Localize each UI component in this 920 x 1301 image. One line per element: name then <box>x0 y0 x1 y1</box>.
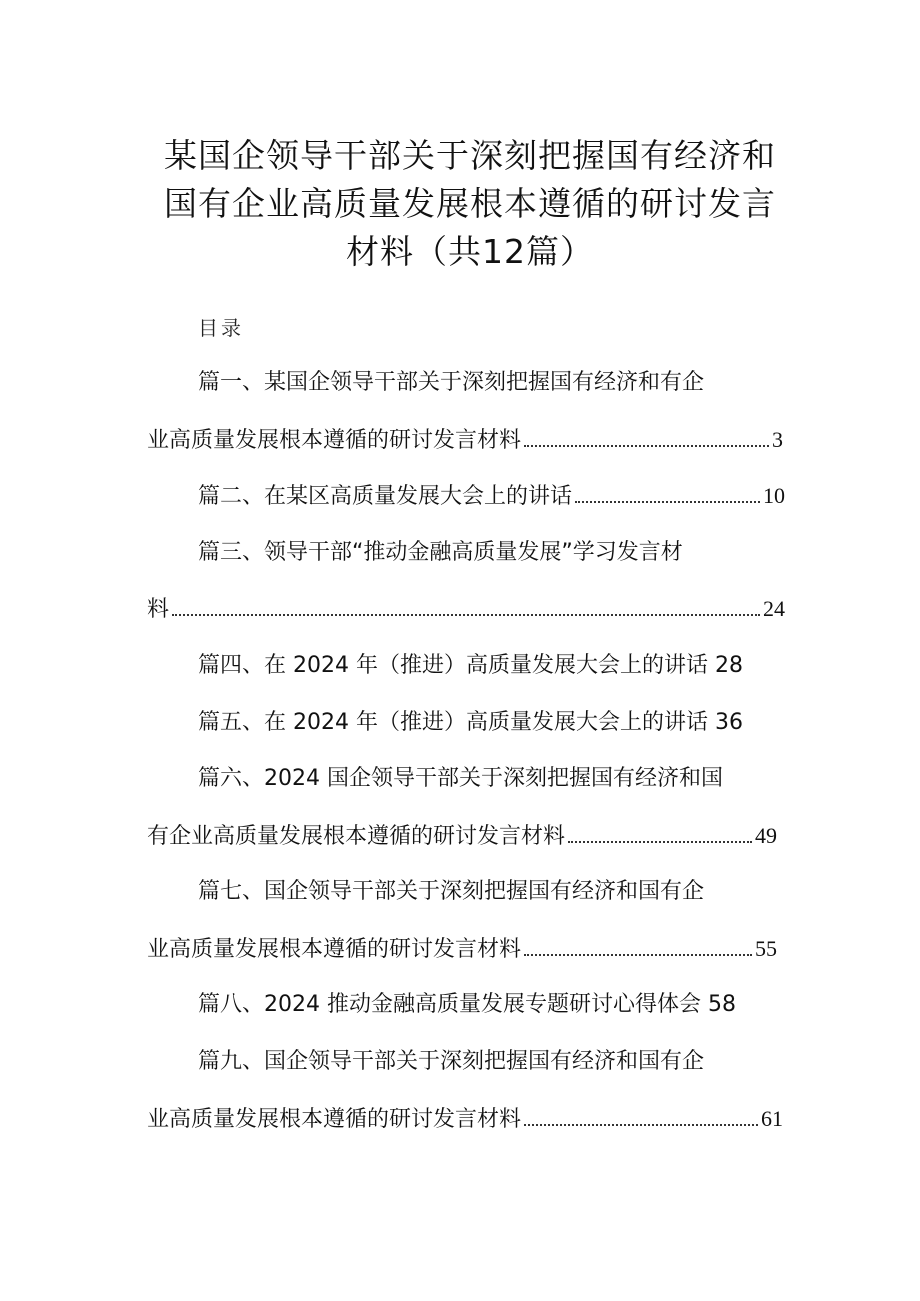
toc-entry-2[interactable] <box>198 481 785 512</box>
toc-entry-4[interactable]: 篇四、在 2024 年（推进）高质量发展大会上的讲话 28 <box>198 653 743 678</box>
toc-entry-6-line1[interactable]: 篇六、2024 国企领导干部关于深刻把握国有经济和国 <box>198 766 723 791</box>
toc-entry-1-page: 3 <box>772 427 783 452</box>
toc-entry-3-page: 24 <box>763 596 785 621</box>
toc-entry-2-text: 篇二、在某区高质量发展大会上的讲话 <box>198 484 573 509</box>
toc-heading: 目录 <box>198 316 244 340</box>
toc-entry-6-page: 49 <box>755 823 777 848</box>
toc-entry-7-line1[interactable]: 篇七、国企领导干部关于深刻把握国有经济和国有企 <box>198 879 705 904</box>
dot-leader <box>575 501 760 503</box>
toc-entry-3-line1[interactable]: 篇三、领导干部“推动金融高质量发展”学习发言材 <box>198 540 683 565</box>
toc-entry-9-text: 业高质量发展根本遵循的研讨发言材料 <box>147 1107 522 1132</box>
toc-entry-3-line2[interactable] <box>147 594 785 625</box>
document-title: 某国企领导干部关于深刻把握国有经济和国有企业高质量发展根本遵循的研讨发言材料（共12篇） <box>164 136 776 271</box>
toc-entry-1-line1[interactable]: 篇一、某国企领导干部关于深刻把握国有经济和有企 <box>198 370 705 395</box>
dot-leader <box>524 1124 758 1126</box>
toc-entry-6-line2[interactable] <box>147 821 777 852</box>
toc-entry-9-line1[interactable]: 篇九、国企领导干部关于深刻把握国有经济和国有企 <box>198 1049 705 1074</box>
dot-leader <box>524 954 752 956</box>
dot-leader <box>524 445 769 447</box>
toc-entry-9-line2[interactable] <box>147 1104 783 1135</box>
toc-entry-6-text: 有企业高质量发展根本遵循的研讨发言材料 <box>147 824 566 849</box>
dot-leader <box>172 614 760 616</box>
toc-entry-8[interactable]: 篇八、2024 推动金融高质量发展专题研讨心得体会 58 <box>198 992 736 1017</box>
toc-entry-7-page: 55 <box>755 936 777 961</box>
toc-entry-7-line2[interactable] <box>147 934 777 965</box>
toc-entry-3-text: 料 <box>147 597 170 622</box>
toc-entry-7-text: 业高质量发展根本遵循的研讨发言材料 <box>147 937 522 962</box>
toc-entry-1-text: 业高质量发展根本遵循的研讨发言材料 <box>147 428 522 453</box>
toc-entry-9-page: 61 <box>761 1106 783 1131</box>
toc-entry-1-line2[interactable] <box>147 425 783 456</box>
dot-leader <box>568 841 752 843</box>
toc-entry-5[interactable]: 篇五、在 2024 年（推进）高质量发展大会上的讲话 36 <box>198 710 743 735</box>
toc-entry-2-page: 10 <box>763 483 785 508</box>
